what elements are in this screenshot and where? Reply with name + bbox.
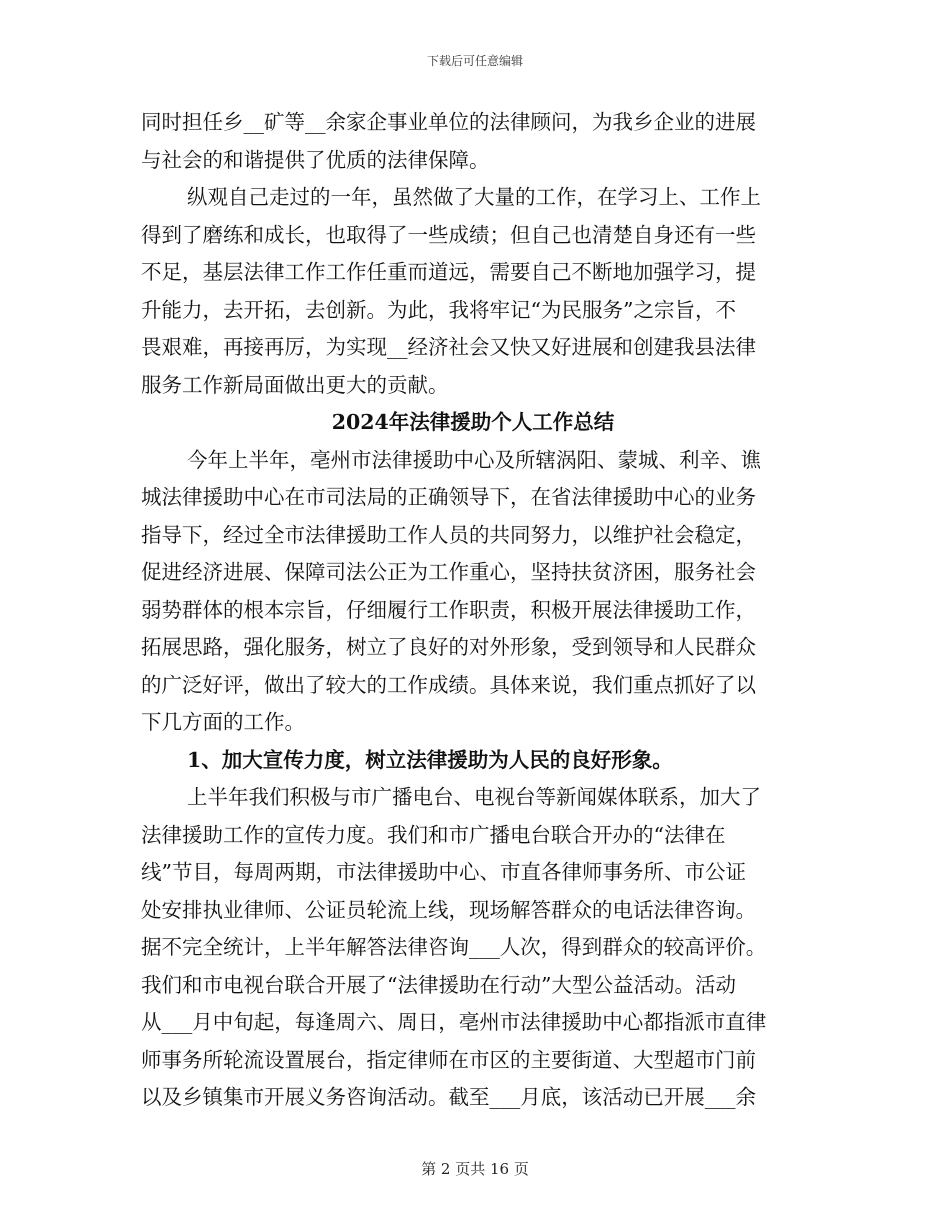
subsection-heading: 1、加大宣传力度，树立法律援助为人民的良好形象。 [187, 747, 673, 772]
text-line: 拓展思路，强化服务，树立了良好的对外形象，受到领导和人民群众 [141, 635, 756, 659]
page-header: 下载后可任意编辑 [426, 54, 523, 68]
text-line: 据不完全统计，上半年解答法律咨询___人次，得到群众的较高评价。 [141, 935, 767, 959]
text-line: 指导下，经过全市法律援助工作人员的共同努力，以维护社会稳定， [141, 522, 756, 547]
text-line: 服务工作新局面做出更大的贡献。 [141, 372, 449, 397]
text-line: 的广泛好评，做出了较大的工作成绩。具体来说，我们重点抓好了以 [141, 672, 756, 697]
text-line: 与社会的和谐提供了优质的法律保障。 [141, 147, 490, 172]
text-line: 促进经济进展、保障司法公正为工作重心，坚持扶贫济困，服务社会 [141, 560, 756, 584]
text-line: 下几方面的工作。 [141, 710, 305, 734]
text-line: 得到了磨练和成长，也取得了一些成绩；但自己也清楚自身还有一些 [141, 222, 756, 247]
section-title: 2024年法律援助个人工作总结 [331, 410, 615, 434]
text-line: 线”节目，每周两期，市法律援助中心、市直各律师事务所、市公证 [141, 860, 746, 884]
text-line: 同时担任乡__矿等__余家企事业单位的法律顾问，为我乡企业的进展 [141, 110, 756, 134]
paragraph-start: 今年上半年，亳州市法律援助中心及所辖涡阳、蒙城、利辛、谯 [187, 447, 761, 472]
text-line: 弱势群体的根本宗旨，仔细履行工作职责，积极开展法律援助工作， [141, 597, 756, 622]
text-line: 以及乡镇集市开展义务咨询活动。截至___月底，该活动已开展___余 [141, 1085, 756, 1109]
text-line: 法律援助工作的宣传力度。我们和市广播电台联合开办的“法律在 [141, 822, 726, 847]
text-line: 师事务所轮流设置展台，指定律师在市区的主要街道、大型超市门前 [141, 1047, 756, 1072]
text-line: 不足，基层法律工作工作任重而道远，需要自己不断地加强学习，提 [141, 260, 756, 284]
text-line: 畏艰难，再接再厉，为实现__经济社会又快又好进展和创建我县法律 [141, 335, 756, 359]
text-line: 处安排执业律师、公证员轮流上线，现场解答群众的电话法律咨询。 [141, 897, 756, 922]
text-line: 我们和市电视台联合开展了“法律援助在行动”大型公益活动。活动 [141, 972, 736, 997]
paragraph-start: 上半年我们积极与市广播电台、电视台等新闻媒体联系，加大了 [187, 785, 761, 809]
text-line: 城法律援助中心在市司法局的正确领导下，在省法律援助中心的业务 [141, 485, 756, 509]
text-line: 升能力，去开拓，去创新。为此，我将牢记“为民服务”之宗旨，不 [141, 297, 736, 322]
page-number: 第 2 页共 16 页 [421, 1160, 529, 1178]
paragraph-start: 纵观自己走过的一年，虽然做了大量的工作，在学习上、工作上 [187, 185, 761, 209]
text-line: 从___月中旬起，每逢周六、周日，亳州市法律援助中心都指派市直律 [141, 1010, 767, 1034]
document-body [141, 104, 805, 1117]
